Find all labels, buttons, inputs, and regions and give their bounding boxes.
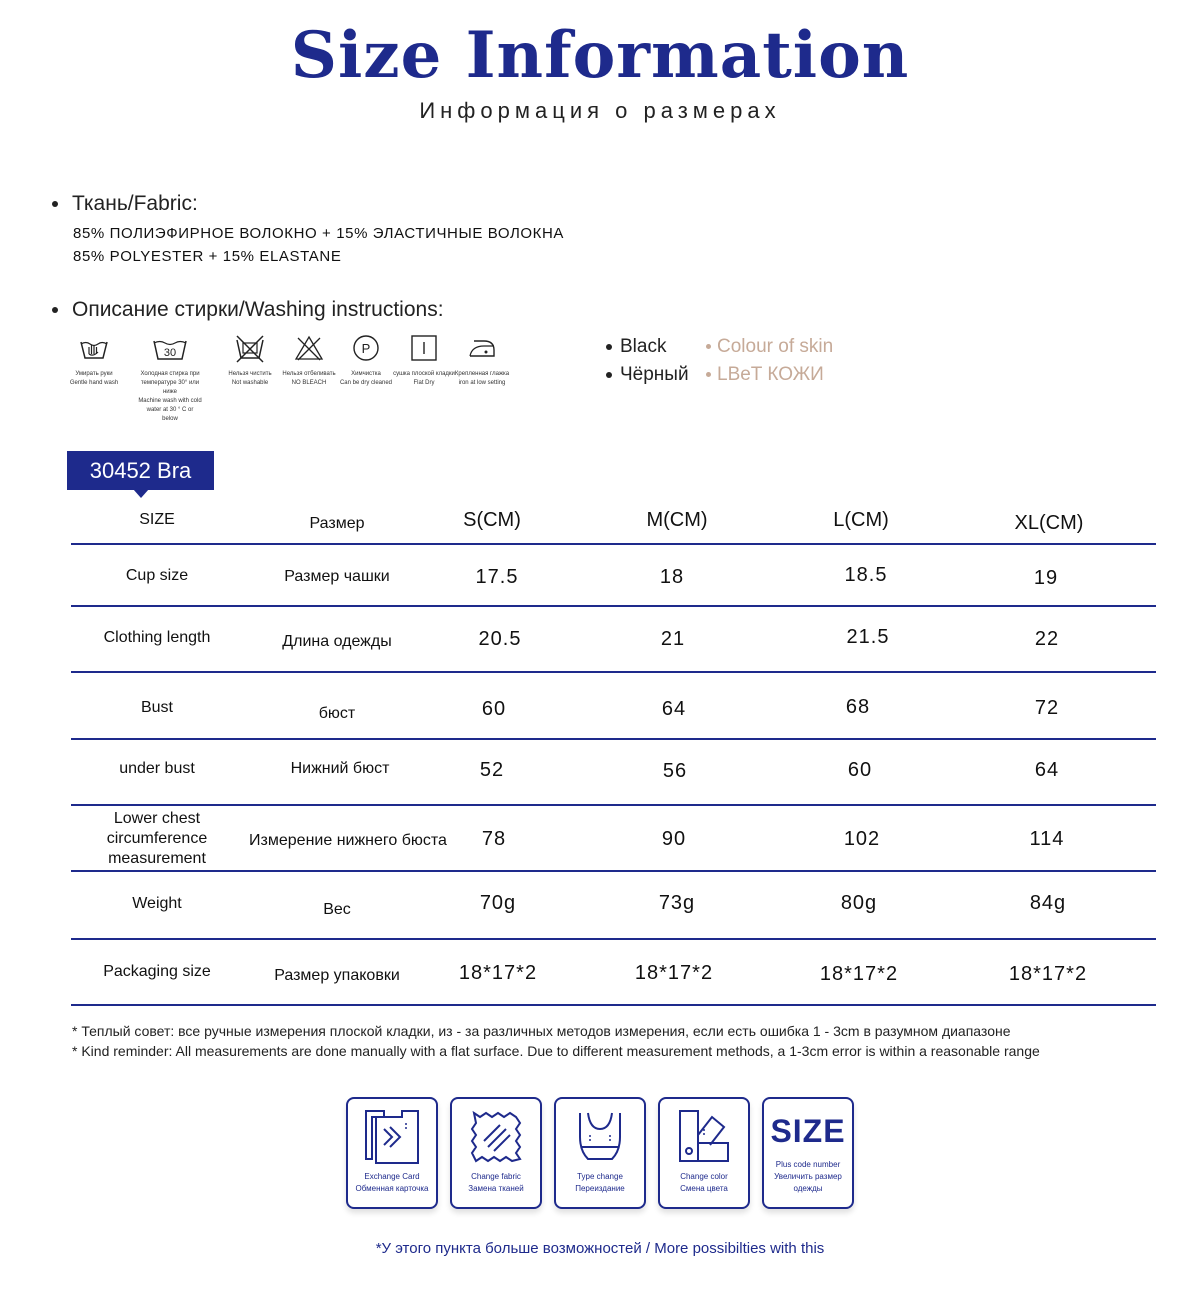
- color-black-ru: Чёрный: [620, 364, 689, 385]
- table-cell: 102: [843, 828, 881, 850]
- table-cell: 80g: [840, 892, 878, 914]
- wash-item-no-bleach: Нельзя отбеливать NO BLEACH: [277, 332, 341, 388]
- table-cell: 22: [1034, 628, 1060, 650]
- color-skin-en: Colour of skin: [717, 336, 834, 357]
- dry-clean-icon: [350, 332, 382, 364]
- wash-item-iron: Крепленная глажка iron at low setting: [450, 332, 514, 388]
- row-label-ru: Вес: [323, 901, 351, 918]
- fabric-heading: Ткань/Fabric:: [52, 192, 198, 216]
- table-cell: 64: [661, 698, 687, 720]
- svg-text:P: P: [361, 341, 371, 356]
- table-cell: 84g: [1029, 892, 1067, 914]
- product-badge: 30452 Bra: [67, 451, 214, 490]
- bullet-icon: [706, 372, 711, 377]
- table-cell: 68: [845, 696, 871, 718]
- bullet-icon: [706, 344, 711, 349]
- page-title: Size Information: [290, 18, 910, 93]
- hand-wash-icon: [78, 332, 110, 364]
- iron-low-icon: [466, 332, 498, 364]
- table-divider: [71, 738, 1156, 740]
- row-label-en: Lower chest circumference measurement: [106, 810, 208, 867]
- wash-item-30: 30 Холодная стирка при температуре 30° или ниже Machine wash with cold water at 30 ° C or below: [138, 332, 202, 424]
- page-subtitle: Информация о размерах: [419, 98, 781, 123]
- change-color-icon: [674, 1107, 734, 1167]
- size-icon: SIZE: [770, 1113, 846, 1149]
- table-divider: [71, 1004, 1156, 1006]
- bullet-icon: [52, 307, 58, 313]
- table-cell: 78: [481, 828, 507, 850]
- washing-heading: Описание стирки/Washing instructions:: [52, 298, 444, 322]
- change-fabric-icon: [466, 1107, 526, 1167]
- header-m: M(CM): [646, 509, 708, 531]
- table-divider: [71, 605, 1156, 607]
- table-cell: 56: [662, 760, 688, 782]
- bullet-icon: [606, 372, 612, 378]
- row-label-en: Bust: [140, 699, 173, 716]
- machine-wash-30-icon: [152, 332, 188, 364]
- row-label-en: under bust: [119, 760, 195, 777]
- header-s: S(CM): [463, 509, 521, 531]
- row-label-en: Weight: [132, 895, 182, 912]
- no-wash-icon: [234, 332, 266, 364]
- service-card-size: SIZE Plus code number Увеличить размер одежды: [762, 1097, 854, 1209]
- type-change-icon: [570, 1107, 630, 1167]
- table-cell: 18*17*2: [1008, 963, 1088, 985]
- table-cell: 18*17*2: [458, 962, 538, 984]
- row-label-ru: Длина одежды: [282, 633, 392, 650]
- row-label-ru: Размер упаковки: [274, 967, 400, 984]
- table-cell: 60: [847, 759, 873, 781]
- table-cell: 19: [1033, 567, 1059, 589]
- service-card-type: Type change Переиздание: [554, 1097, 646, 1209]
- table-cell: 21.5: [846, 626, 890, 648]
- row-label-en: Cup size: [125, 567, 189, 584]
- row-label-ru: Нижний бюст: [290, 760, 390, 777]
- table-cell: 18*17*2: [819, 963, 899, 985]
- table-divider: [71, 543, 1156, 545]
- bullet-icon: [606, 344, 612, 350]
- fabric-en: 85% POLYESTER + 15% ELASTANE: [73, 248, 342, 265]
- table-cell: 18.5: [844, 564, 888, 586]
- color-row-en: [606, 336, 666, 358]
- wash-item-hand: Умирать руки Gentle hand wash: [62, 332, 126, 388]
- table-cell: 18: [659, 566, 685, 588]
- header-l: L(CM): [833, 509, 889, 531]
- table-cell: 20.5: [478, 628, 522, 650]
- row-label-ru: Измерение нижнего бюста: [249, 832, 447, 849]
- row-label-ru: Размер чашки: [284, 568, 390, 585]
- table-cell: 114: [1029, 828, 1065, 850]
- table-divider: [71, 870, 1156, 872]
- fabric-ru: 85% ПОЛИЭФИРНОЕ ВОЛОКНО + 15% ЭЛАСТИЧНЫЕ ВОЛОКНА: [73, 225, 565, 242]
- table-divider: [71, 671, 1156, 673]
- table-cell: 18*17*2: [634, 962, 714, 984]
- badge-pointer: [133, 489, 149, 498]
- table-cell: 73g: [658, 892, 696, 914]
- color-row-ru: [606, 364, 689, 386]
- color-skin-ru: LBeT КОЖИ: [717, 364, 824, 385]
- row-label-en: Clothing length: [103, 629, 211, 646]
- flat-dry-icon: [408, 332, 440, 364]
- svg-text:30: 30: [163, 347, 177, 359]
- color-skin-ru-row: [706, 364, 824, 386]
- table-cell: 70g: [479, 892, 517, 914]
- footer-note: *У этого пункта больше возможностей / More possibilties with this: [375, 1240, 825, 1257]
- row-label-ru: бюст: [318, 705, 356, 722]
- header-size-en: SIZE: [139, 511, 175, 528]
- service-card-exchange: Exchange Card Обменная карточка: [346, 1097, 438, 1209]
- table-cell: 64: [1034, 759, 1060, 781]
- table-cell: 90: [661, 828, 687, 850]
- exchange-card-icon: [362, 1107, 422, 1167]
- header-size-ru: Размер: [309, 515, 365, 532]
- row-label-en: Packaging size: [103, 963, 211, 980]
- table-cell: 60: [481, 698, 507, 720]
- note-ru: * Теплый совет: все ручные измерения плоской кладки, из - за различных методов измерения, если есть ошибка 1 - 3cm в разумном диапазоне: [72, 1023, 1011, 1039]
- wash-item-flat-dry: сушка плоской кладки Flat Dry: [392, 332, 456, 388]
- service-card-color: Change color Смена цвета: [658, 1097, 750, 1209]
- no-bleach-icon: [293, 332, 325, 364]
- wash-item-dry-clean: P Химчистка Can be dry cleaned: [334, 332, 398, 388]
- table-divider: [71, 804, 1156, 806]
- table-divider: [71, 938, 1156, 940]
- color-skin-en-row: [706, 336, 833, 358]
- wash-item-no-wash: Нельзя чистить Not washable: [218, 332, 282, 388]
- table-cell: 72: [1034, 697, 1060, 719]
- color-black-en: Black: [620, 336, 667, 357]
- header-xl: XL(CM): [1014, 512, 1084, 534]
- bullet-icon: [52, 201, 58, 207]
- table-cell: 21: [660, 628, 686, 650]
- note-en: * Kind reminder: All measurements are done manually with a flat surface. Due to different measurement methods, a 1-3cm error is within a reasonable range: [72, 1043, 1040, 1059]
- service-card-fabric: Change fabric Замена тканей: [450, 1097, 542, 1209]
- table-cell: 52: [479, 759, 505, 781]
- table-cell: 17.5: [475, 566, 519, 588]
